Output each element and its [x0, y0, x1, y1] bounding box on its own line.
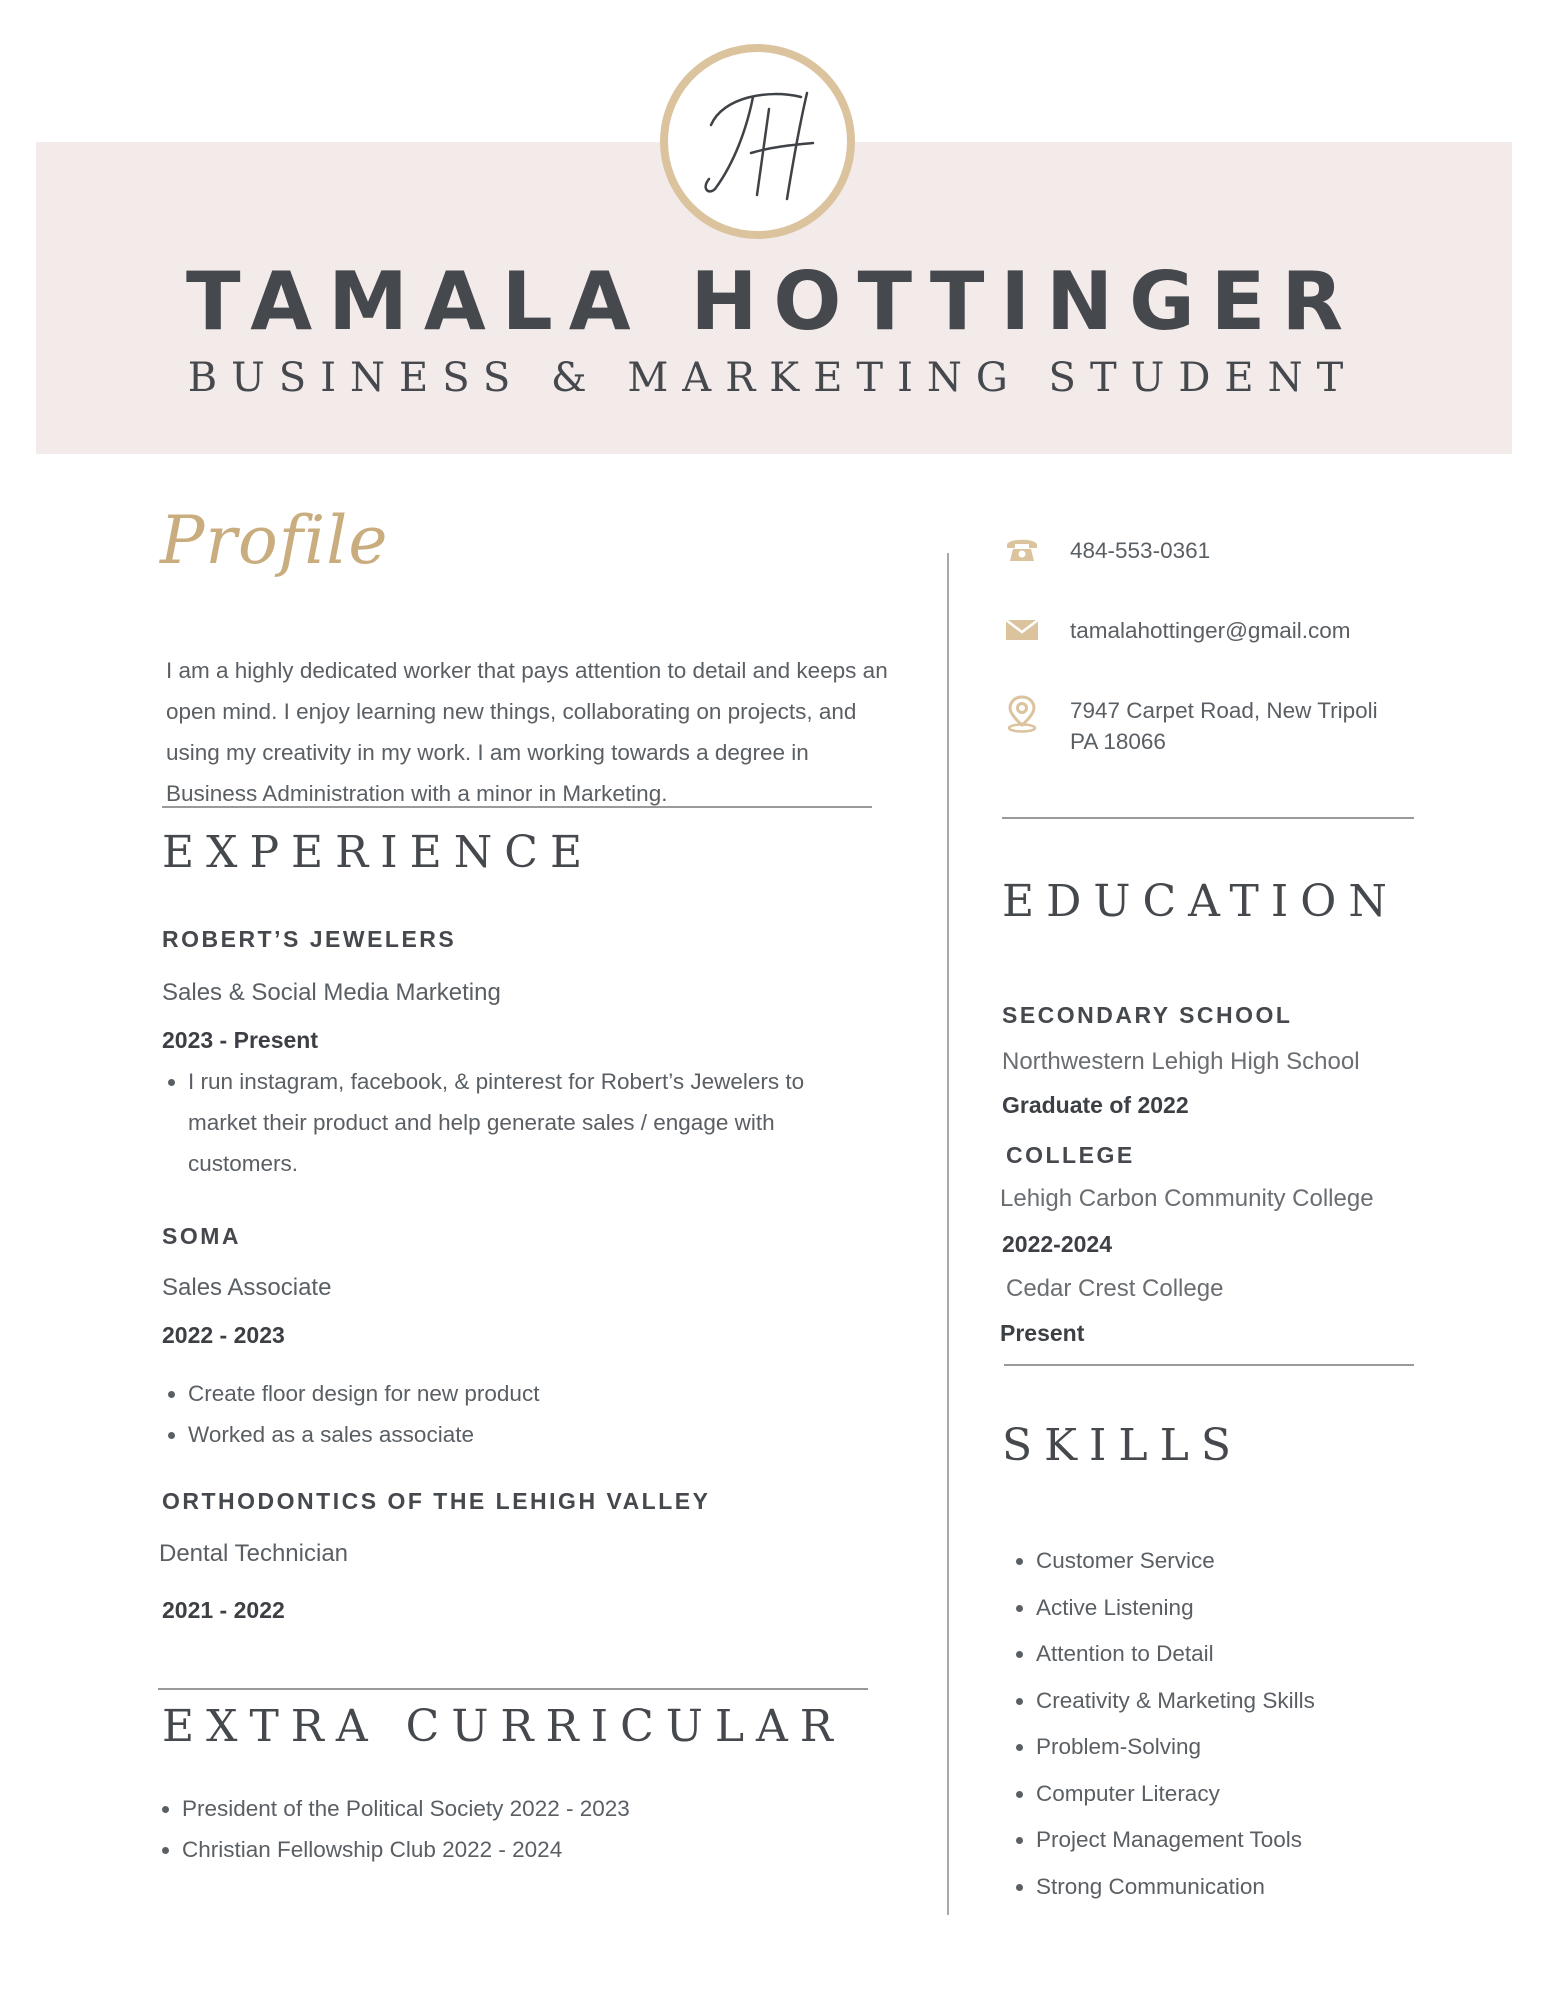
divider — [162, 806, 872, 808]
job-dates: 2023 - Present — [162, 1027, 318, 1053]
list-item: • Attention to Detail — [1036, 1631, 1456, 1678]
job-dates: 2021 - 2022 — [162, 1597, 285, 1623]
monogram-script-lettering — [683, 67, 833, 217]
phone-number: 484-553-0361 — [1070, 538, 1211, 563]
candidate-name: TAMALA HOTTINGER — [185, 255, 1360, 348]
profile-heading: Profile — [160, 502, 389, 579]
divider — [1004, 1364, 1414, 1366]
education-college-2-dates: Present — [1000, 1320, 1085, 1346]
extra-curricular-list — [156, 1788, 882, 1870]
education-secondary-grad: Graduate of 2022 — [1002, 1092, 1189, 1118]
contact-address — [1002, 695, 1378, 757]
list-item: • Customer Service — [1036, 1538, 1456, 1585]
education-secondary-school: Northwestern Lehigh High School — [1002, 1048, 1360, 1075]
address-line-1: 7947 Carpet Road, New Tripoli — [1070, 698, 1378, 723]
list-item: • Active Listening — [1036, 1585, 1456, 1632]
skills-list — [1010, 1538, 1456, 1910]
list-item: • President of the Political Society 2022 - 2023 — [182, 1788, 882, 1829]
education-college-label: COLLEGE — [1006, 1142, 1135, 1168]
education-college-2: Cedar Crest College — [1006, 1275, 1224, 1302]
contact-phone — [1002, 535, 1210, 575]
phone-icon — [1002, 535, 1042, 575]
profile-text: I am a highly dedicated worker that pays attention to detail and keeps an open mind. I enjoy learning new things, collaborating on projects, and using my creativity in my work. I am working towards a degree in Business Administration with a minor in Marketing. — [166, 658, 888, 806]
job-bullets — [162, 1061, 868, 1184]
job-company: ROBERT’S JEWELERS — [162, 926, 457, 952]
list-item: • Problem-Solving — [1036, 1724, 1456, 1771]
list-item: • I run instagram, facebook, & pinterest for Robert’s Jewelers to market their product and help generate sales / engage with customers. — [188, 1061, 868, 1184]
job-role: Sales Associate — [162, 1274, 332, 1301]
contact-email — [1002, 615, 1350, 655]
candidate-title: BUSINESS & MARKETING STUDENT — [187, 355, 1358, 401]
address-line-2: PA 18066 — [1070, 729, 1166, 754]
job-dates: 2022 - 2023 — [162, 1322, 285, 1348]
envelope-icon — [1002, 615, 1042, 655]
divider — [1002, 817, 1414, 819]
list-item: • Creativity & Marketing Skills — [1036, 1678, 1456, 1725]
extra-curricular-heading: EXTRA CURRICULAR — [162, 1701, 845, 1752]
monogram-logo — [660, 44, 855, 239]
job-bullets — [162, 1373, 868, 1455]
email-address: tamalahottinger@gmail.com — [1070, 618, 1351, 643]
job-role: Dental Technician — [159, 1540, 349, 1567]
column-divider — [947, 553, 949, 1915]
list-item: • Christian Fellowship Club 2022 - 2024 — [182, 1829, 882, 1870]
education-secondary-label: SECONDARY SCHOOL — [1002, 1002, 1293, 1028]
divider — [158, 1688, 868, 1690]
skills-heading: SKILLS — [1002, 1420, 1243, 1471]
job-company: ORTHODONTICS OF THE LEHIGH VALLEY — [162, 1488, 711, 1514]
education-college-1-dates: 2022-2024 — [1002, 1231, 1112, 1257]
job-role: Sales & Social Media Marketing — [162, 979, 501, 1006]
job-company: SOMA — [162, 1223, 241, 1249]
experience-heading: EXPERIENCE — [162, 827, 595, 878]
location-pin-icon — [1002, 695, 1042, 735]
list-item: • Worked as a sales associate — [188, 1414, 868, 1455]
address-text — [1070, 695, 1378, 757]
list-item: • Computer Literacy — [1036, 1771, 1456, 1818]
education-heading: EDUCATION — [1002, 876, 1399, 927]
list-item: • Create floor design for new product — [188, 1373, 868, 1414]
list-item: • Project Management Tools — [1036, 1817, 1456, 1864]
list-item: • Strong Communication — [1036, 1864, 1456, 1911]
education-college-1: Lehigh Carbon Community College — [1000, 1185, 1374, 1212]
